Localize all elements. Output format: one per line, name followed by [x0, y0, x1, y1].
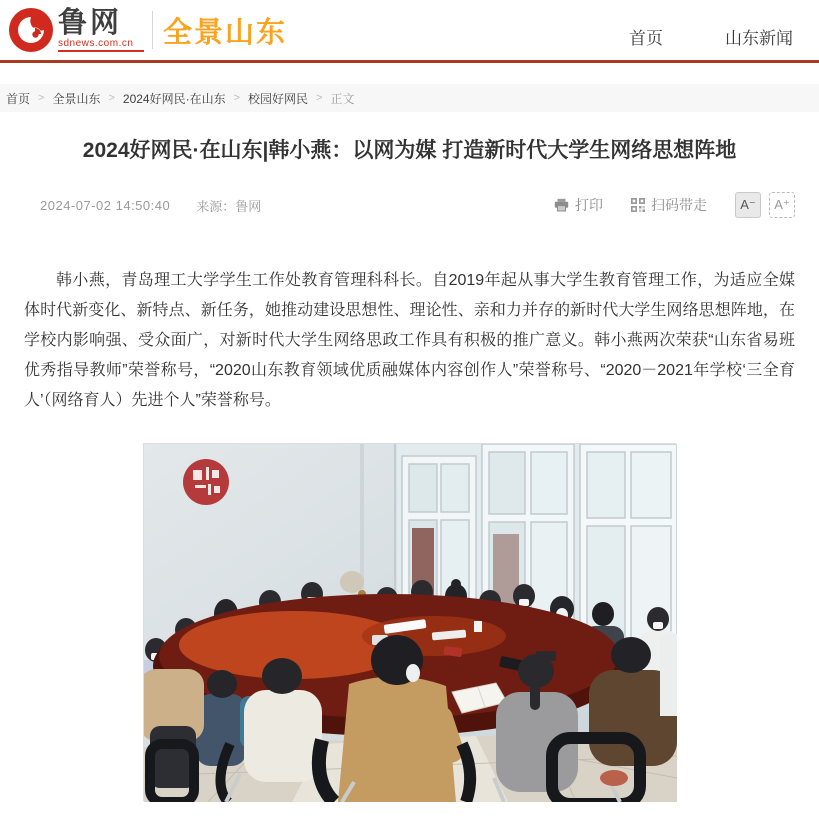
publish-date: 2024-07-02 14:50:40	[40, 197, 171, 213]
print-label: 打印	[575, 197, 603, 213]
article-title: 2024好网民·在山东|韩小燕：以网为媒 打造新时代大学生网络思想阵地	[82, 139, 737, 162]
luwang-logo-icon[interactable]	[8, 7, 54, 53]
breadcrumb-item-category[interactable]: 校园好网民	[248, 91, 309, 106]
breadcrumb-separator: >	[233, 92, 241, 104]
meeting-photo-illustration	[144, 444, 677, 802]
printer-icon	[554, 198, 569, 212]
top-nav	[629, 24, 793, 49]
breadcrumb-item-section[interactable]: 全景山东	[52, 91, 101, 106]
print-button[interactable]	[554, 195, 603, 215]
breadcrumb-separator: >	[316, 92, 323, 104]
header-rule	[0, 60, 819, 63]
breadcrumb-item-campaign[interactable]: 2024好网民·在山东	[122, 91, 226, 106]
section-title[interactable]: 全景山东	[163, 16, 288, 49]
breadcrumb-separator: >	[108, 92, 115, 104]
site-logo[interactable]	[58, 6, 144, 52]
red-seal-watermark	[183, 459, 229, 505]
article-meta	[24, 191, 795, 219]
font-decrease-button[interactable]: A⁻	[735, 192, 761, 218]
article	[0, 135, 819, 801]
qr-share-button[interactable]	[631, 195, 707, 215]
site-header	[0, 0, 819, 60]
site-name: 鲁网	[58, 6, 123, 39]
logo-divider	[152, 11, 153, 49]
breadcrumb-separator: >	[38, 92, 45, 104]
nav-home[interactable]: 首页	[629, 29, 663, 48]
breadcrumb-current: 正文	[330, 91, 355, 106]
breadcrumb-item-home[interactable]: 首页	[6, 91, 31, 106]
article-body: 韩小燕，青岛理工大学学生工作处教育管理科科长。自2019年起从事大学生教育管理工作，为适应全媒体时代新变化、新特点、新任务，她推动建设思想性、理论性、亲和力并存的新时代大学生网络思想阵地，在学校内影响强、受众面广，对新时代大学生网络思政工作具有积极的推广意义。韩小燕两次荣获“山东省易班优秀指导教师”荣誉称号，“2020山东教育领域优质融媒体内容创作人”荣誉称号、“2020－2021年学校‘三全育人’（网络育人）先进个人”荣誉称号。	[24, 272, 795, 409]
article-source: 来源：鲁网	[196, 198, 262, 214]
font-increase-button[interactable]: A⁺	[769, 192, 795, 218]
breadcrumb	[0, 84, 819, 112]
article-photo	[143, 443, 676, 801]
site-url: sdnews.com.cn	[58, 39, 144, 52]
nav-shandong-news[interactable]: 山东新闻	[725, 29, 793, 48]
qr-code-icon	[631, 198, 645, 212]
qr-label: 扫码带走	[651, 197, 707, 213]
